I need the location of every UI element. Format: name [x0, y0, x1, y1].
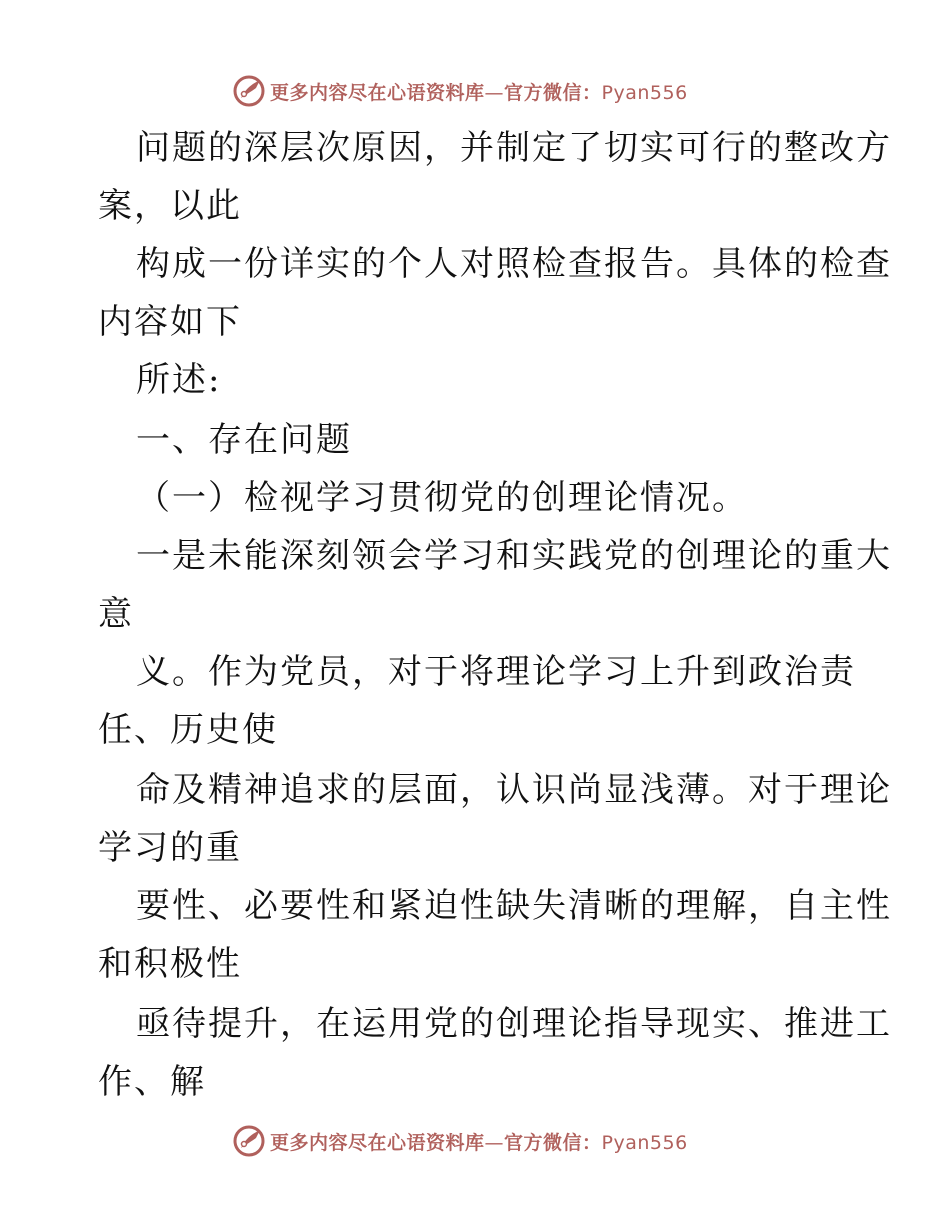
body-line: 案，以此 — [98, 186, 242, 226]
body-line: 一是未能深刻领会学习和实践党的创理论的重大 — [136, 536, 892, 576]
body-line: 要性、必要性和紧迫性缺失清晰的理解，自主性 — [136, 886, 892, 926]
body-line: 任、历史使 — [98, 710, 278, 750]
subsection-heading: （一）检视学习贯彻党的创理论情况。 — [136, 478, 748, 518]
banner-wechat-label: 官方微信： — [504, 81, 602, 104]
banner-brand-text: 更多内容尽在心语资料库 — [270, 1131, 485, 1154]
body-line: 意 — [98, 594, 134, 634]
body-line: 和积极性 — [98, 944, 242, 984]
body-line: 作、解 — [98, 1062, 206, 1102]
body-line: 构成一份详实的个人对照检查报告。具体的检查 — [136, 244, 892, 284]
body-line: 内容如下 — [98, 302, 242, 342]
banner-wechat-id: Pyan556 — [601, 1131, 688, 1154]
banner-brand-text: 更多内容尽在心语资料库 — [270, 81, 485, 104]
banner-dash: — — [484, 81, 505, 104]
body-line: 义。作为党员，对于将理论学习上升到政治责 — [136, 652, 856, 692]
brand-logo-icon — [232, 1124, 266, 1158]
body-line: 问题的深层次原因，并制定了切实可行的整改方 — [136, 128, 892, 168]
body-line: 学习的重 — [98, 828, 242, 868]
footer-banner — [0, 1121, 950, 1161]
body-line: 亟待提升，在运用党的创理论指导现实、推进工 — [136, 1004, 892, 1044]
banner-wechat-id: Pyan556 — [601, 81, 688, 104]
banner-dash: — — [484, 1131, 505, 1154]
banner-wechat-label: 官方微信： — [504, 1131, 602, 1154]
body-line: 所述: — [136, 360, 222, 400]
body-line: 命及精神追求的层面，认识尚显浅薄。对于理论 — [136, 770, 892, 810]
section-heading: 一、存在问题 — [136, 420, 352, 460]
